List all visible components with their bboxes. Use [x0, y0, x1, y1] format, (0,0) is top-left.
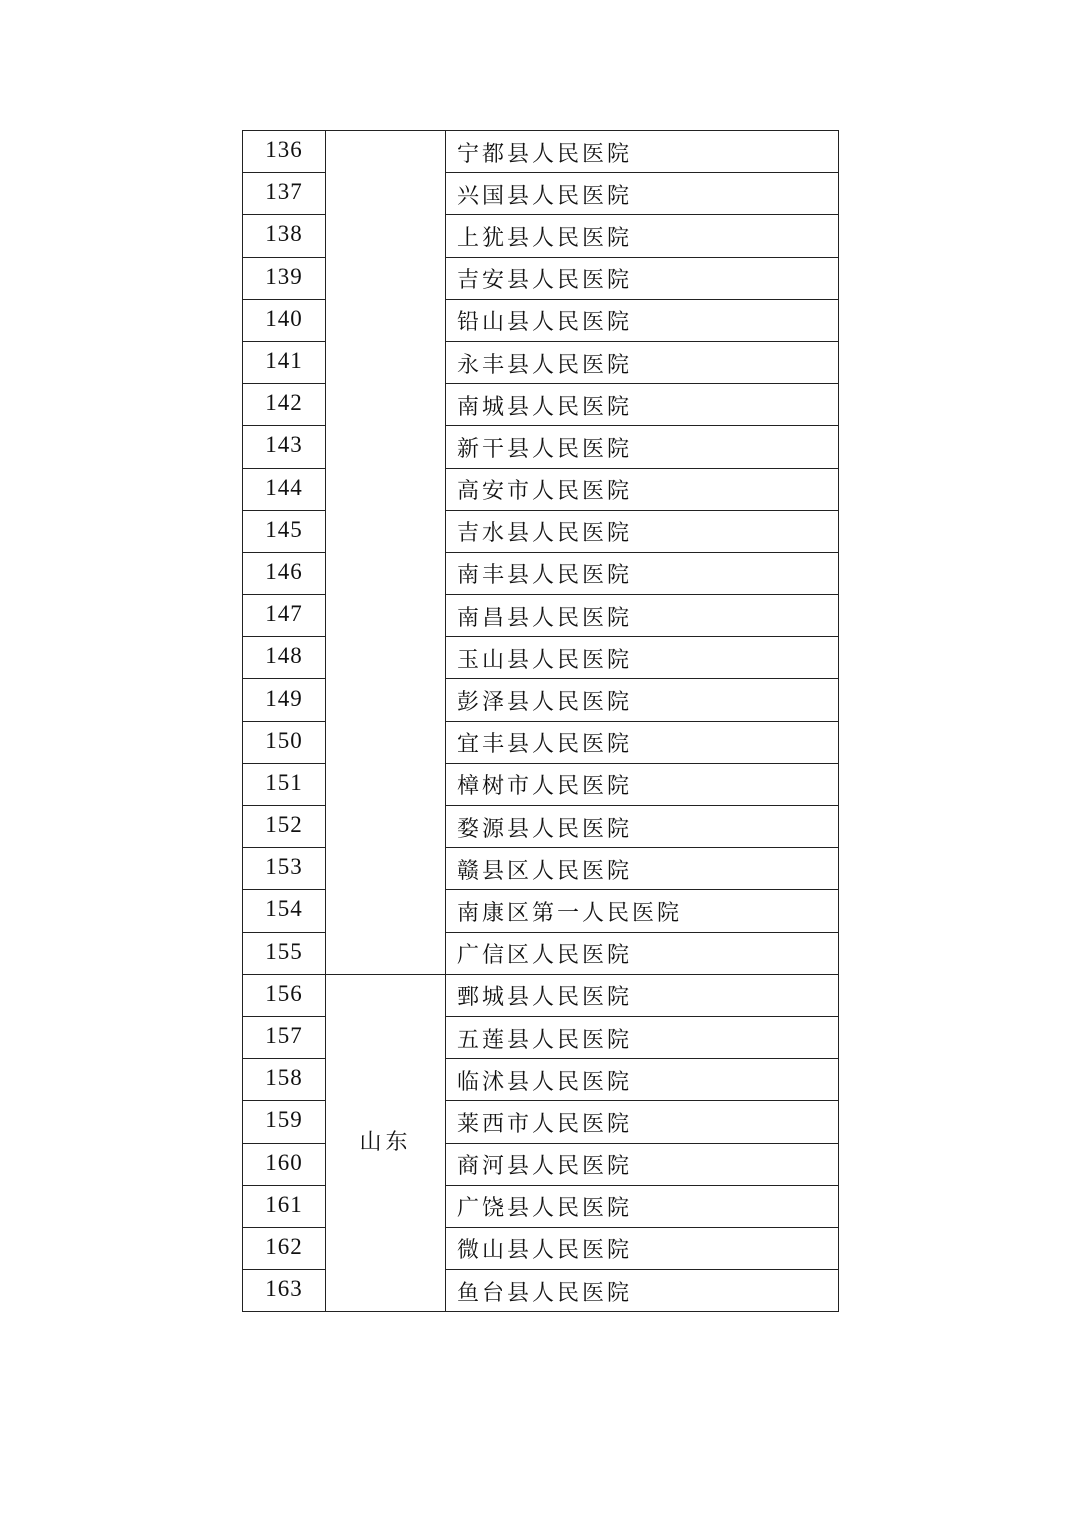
table-body [243, 131, 839, 1312]
row-number-cell: 153 [243, 848, 326, 890]
row-number-cell: 160 [243, 1143, 326, 1185]
hospital-name-cell: 赣县区人民医院 [446, 848, 839, 890]
hospital-name-cell: 广信区人民医院 [446, 932, 839, 974]
hospital-name-cell: 永丰县人民医院 [446, 341, 839, 383]
row-number-cell: 144 [243, 468, 326, 510]
province-cell: 山东 [326, 974, 446, 1312]
hospital-name-cell: 宜丰县人民医院 [446, 721, 839, 763]
hospital-name-cell: 婺源县人民医院 [446, 806, 839, 848]
hospital-name-cell: 高安市人民医院 [446, 468, 839, 510]
row-number-cell: 152 [243, 806, 326, 848]
hospital-name-cell: 玉山县人民医院 [446, 637, 839, 679]
hospital-name-cell: 吉安县人民医院 [446, 257, 839, 299]
hospital-name-cell: 南昌县人民医院 [446, 595, 839, 637]
row-number-cell: 158 [243, 1059, 326, 1101]
hospital-name-cell: 鄄城县人民医院 [446, 974, 839, 1016]
row-number-cell: 138 [243, 215, 326, 257]
row-number-cell: 142 [243, 384, 326, 426]
hospital-name-cell: 新干县人民医院 [446, 426, 839, 468]
hospital-name-cell: 上犹县人民医院 [446, 215, 839, 257]
row-number-cell: 156 [243, 974, 326, 1016]
hospital-name-cell: 兴国县人民医院 [446, 173, 839, 215]
hospital-name-cell: 彭泽县人民医院 [446, 679, 839, 721]
hospital-name-cell: 微山县人民医院 [446, 1227, 839, 1269]
table-row [243, 974, 839, 1016]
row-number-cell: 141 [243, 341, 326, 383]
row-number-cell: 143 [243, 426, 326, 468]
province-cell [326, 131, 446, 975]
row-number-cell: 161 [243, 1185, 326, 1227]
row-number-cell: 147 [243, 595, 326, 637]
row-number-cell: 150 [243, 721, 326, 763]
row-number-cell: 159 [243, 1101, 326, 1143]
hospital-name-cell: 鱼台县人民医院 [446, 1270, 839, 1312]
row-number-cell: 155 [243, 932, 326, 974]
hospital-list-table [242, 130, 839, 1312]
hospital-name-cell: 樟树市人民医院 [446, 763, 839, 805]
row-number-cell: 139 [243, 257, 326, 299]
hospital-name-cell: 南康区第一人民医院 [446, 890, 839, 932]
row-number-cell: 137 [243, 173, 326, 215]
row-number-cell: 157 [243, 1016, 326, 1058]
hospital-name-cell: 南丰县人民医院 [446, 552, 839, 594]
hospital-name-cell: 广饶县人民医院 [446, 1185, 839, 1227]
row-number-cell: 140 [243, 299, 326, 341]
row-number-cell: 145 [243, 510, 326, 552]
hospital-name-cell: 吉水县人民医院 [446, 510, 839, 552]
hospital-name-cell: 铅山县人民医院 [446, 299, 839, 341]
row-number-cell: 151 [243, 763, 326, 805]
table-row [243, 131, 839, 173]
row-number-cell: 136 [243, 131, 326, 173]
hospital-name-cell: 宁都县人民医院 [446, 131, 839, 173]
hospital-name-cell: 临沭县人民医院 [446, 1059, 839, 1101]
row-number-cell: 154 [243, 890, 326, 932]
hospital-name-cell: 商河县人民医院 [446, 1143, 839, 1185]
hospital-list-table-container [242, 130, 838, 1312]
hospital-name-cell: 莱西市人民医院 [446, 1101, 839, 1143]
row-number-cell: 146 [243, 552, 326, 594]
hospital-name-cell: 五莲县人民医院 [446, 1016, 839, 1058]
row-number-cell: 163 [243, 1270, 326, 1312]
row-number-cell: 149 [243, 679, 326, 721]
row-number-cell: 148 [243, 637, 326, 679]
row-number-cell: 162 [243, 1227, 326, 1269]
hospital-name-cell: 南城县人民医院 [446, 384, 839, 426]
